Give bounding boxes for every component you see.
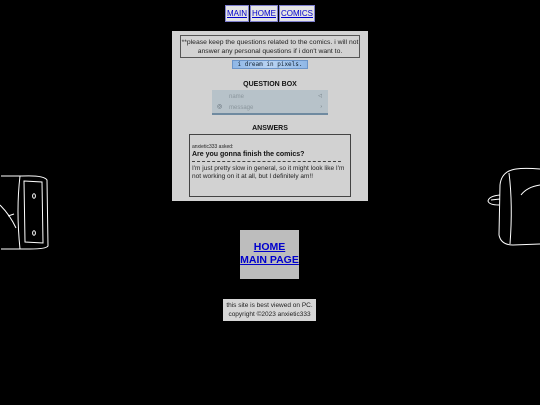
nav-main-link[interactable]: MAIN: [225, 5, 249, 22]
content-panel: [172, 31, 368, 201]
question-box-title: QUESTION BOX: [243, 81, 297, 88]
message-row: [212, 102, 328, 113]
right-doodle: [487, 165, 540, 250]
answers-title: ANSWERS: [252, 125, 288, 132]
send-arrow-icon[interactable]: ›: [320, 104, 322, 110]
left-doodle: [0, 170, 52, 252]
top-nav: [0, 5, 540, 22]
clear-icon[interactable]: ◁: [318, 93, 322, 99]
footer: [223, 299, 316, 321]
asker-label: anxietic333 asked:: [192, 144, 234, 150]
home-links-box: [240, 230, 299, 279]
message-input[interactable]: [229, 103, 314, 112]
banner-image: i dream in pixels.: [232, 60, 308, 69]
answers-box: [189, 134, 351, 197]
notice-box: **please keep the questions related to the comics. i will not answer any personal questions if i don't want to.: [180, 35, 360, 58]
footer-copyright: copyright ©2023 anxietic333: [228, 311, 311, 318]
name-row: [212, 91, 328, 102]
main-page-link[interactable]: MAIN PAGE: [240, 254, 299, 266]
question-text: Are you gonna finish the comics?: [192, 151, 305, 158]
footer-viewing-note: this site is best viewed on PC.: [226, 302, 313, 309]
nav-comics-link[interactable]: COMICS: [279, 5, 315, 22]
nav-home-link[interactable]: HOME: [250, 5, 278, 22]
answer-text: I'm just pretty slow in general, so it might look like I'm not working on it at all, but I definitely am!!: [192, 165, 345, 180]
circle-icon: ◎: [217, 104, 223, 110]
answer-divider: [192, 161, 341, 162]
question-box-form: [212, 90, 328, 115]
home-link[interactable]: HOME: [253, 241, 286, 253]
name-input[interactable]: [229, 92, 314, 101]
